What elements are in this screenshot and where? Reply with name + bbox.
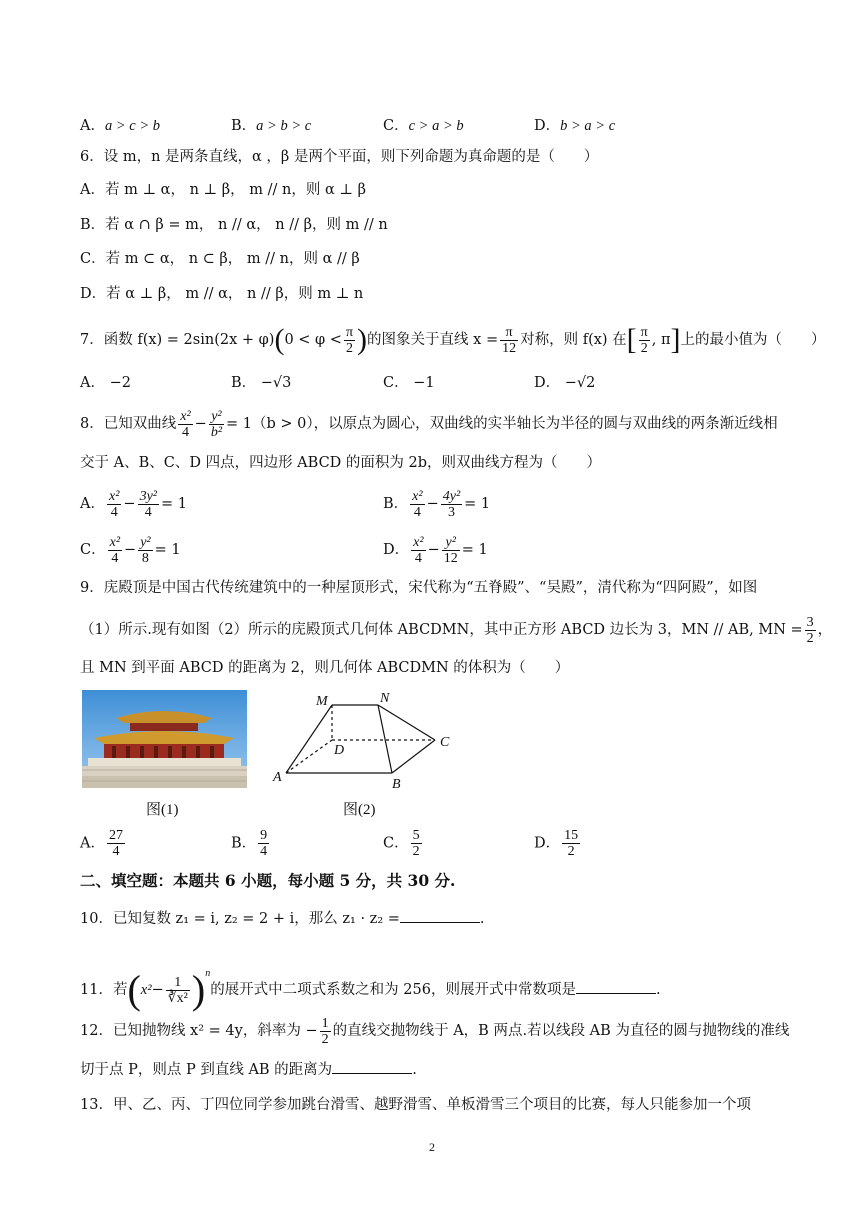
q7-frac-interval: $\frac{\pi}{2}$ <box>640 324 648 356</box>
q7-function: 7．函数 f(x) = 2sin(2x + φ) <box>80 332 275 348</box>
q7-stem: 7．函数 f(x) = 2sin(2x + φ)(0 < φ < $\frac{\pi}{2}$ )的图象关于直线 x = $\frac{\pi}{12}$ 对称，则 f(x) 在[ $\frac{\pi}{2}$ , π]上的最小值为（ ） <box>80 323 826 356</box>
q11-answer-blank <box>576 979 656 994</box>
q12-line2: 切于点 P，则点 P 到直线 AB 的距离为 . <box>80 1059 417 1080</box>
palace-illustration <box>82 690 247 788</box>
q9-stem-line2: （1）所示.现有如图（2）所示的庑殿顶式几何体 ABCDMN，其中正方形 ABCD 边长为 3，MN // AB, MN = $\frac{3}{2}$ ， <box>80 614 833 646</box>
q8-option-b: B． $\frac{\text{x²}}{4}$ − $\frac{\text{4y²}}{3}$ = 1 <box>383 488 491 520</box>
q9-option-c: C． $\frac{5}{2}$ <box>383 828 420 859</box>
q7-frac-pi-12: $\frac{\pi}{12}$ <box>502 324 517 356</box>
q8-stem-line2: 交于 A、B、C、D 四点，四边形 ABCD 的面积为 2b，则双曲线方程为（ ） <box>80 455 602 471</box>
q6-option-b: B．若 α ∩ β = m， n // α， n // β，则 m // n <box>80 217 388 233</box>
label-n: N <box>380 691 390 706</box>
q13-line1: 13．甲、乙、丙、丁四位同学参加跳台滑雪、越野滑雪、单板滑雪三个项目的比赛，每人只能参加一个项 <box>80 1097 751 1113</box>
q9-option-b: B． $\frac{9}{4}$ <box>231 828 268 859</box>
figure2-caption: 图(2) <box>343 802 376 818</box>
q7-option-a: A． −2 <box>80 375 131 391</box>
q8-option-d: D． $\frac{\text{x²}}{4}$ − $\frac{\text{y²}}{12}$ = 1 <box>383 534 488 566</box>
q12-line1: 12．已知抛物线 x² = 4y，斜率为 − $\frac{1}{2}$ 的直线交抛物线于 A，B 两点.若以线段 AB 为直径的圆与抛物线的准线 <box>80 1015 790 1047</box>
q5-option-a: A．a > c > b <box>80 118 160 134</box>
q5-option-c: C．c > a > b <box>383 118 464 134</box>
q7-option-d: D． −√2 <box>534 375 596 391</box>
q7-option-b: B． −√3 <box>231 375 292 391</box>
q9-option-d: D． $\frac{15}{2}$ <box>534 828 579 859</box>
q8-stem: 8．已知双曲线 $\frac{\text{x²}}{4}$ − $\frac{\text{y²}}{\text{b²}}$ = 1（b > 0），以原点为圆心，双曲线的实半轴长为半径的圆与双曲线的两条渐近线相 <box>80 408 778 440</box>
palace-photo <box>82 690 247 788</box>
q5-option-b: B．a > b > c <box>231 118 312 134</box>
q8-option-c: C． $\frac{\text{x²}}{4}$ − $\frac{\text{y²}}{8}$ = 1 <box>80 534 181 566</box>
q6-option-c: C．若 m ⊂ α， n ⊂ β， m // n，则 α // β <box>80 251 360 267</box>
q9-option-a: A． $\frac{27}{4}$ <box>80 828 123 859</box>
q12-answer-blank <box>332 1059 412 1074</box>
label-b: B <box>392 777 401 792</box>
page-number: 2 <box>429 1140 435 1154</box>
label-a: A <box>273 770 282 785</box>
q11: 11．若(x²− $\frac{1}{\text{∛x²}}$ )$^n$的展开式中二项式系数之和为 256，则展开式中常数项是 . <box>80 967 661 1012</box>
q9-stem-line1: 9．庑殿顶是中国古代传统建筑中的一种屋顶形式，宋代称为“五脊殿”、“吴殿”，清代称为“四阿殿”，如图 <box>80 580 758 596</box>
figure1-caption: 图(1) <box>146 802 179 818</box>
hip-roof-solid-diagram <box>270 686 460 796</box>
q6-option-d: D．若 α ⊥ β， m // α， n // β，则 m ⊥ n <box>80 286 364 302</box>
q7-frac-pi-2: $\frac{\pi}{2}$ <box>345 324 354 356</box>
q6-stem: 6．设 m，n 是两条直线，α ，β 是两个平面，则下列命题为真命题的是（ ） <box>80 149 599 165</box>
label-c: C <box>440 735 450 750</box>
label-m: M <box>316 694 328 709</box>
q8-option-a: A． $\frac{\text{x²}}{4}$ − $\frac{\text{3y²}}{4}$ = 1 <box>80 488 187 520</box>
q6-option-a: A．若 m ⊥ α， n ⊥ β， m // n，则 α ⊥ β <box>80 182 366 198</box>
q7-option-c: C． −1 <box>383 375 435 391</box>
q10: 10．已知复数 z₁ = i, z₂ = 2 + i，那么 z₁ · z₂ = . <box>80 908 485 929</box>
q10-answer-blank <box>400 908 480 923</box>
label-d: D <box>334 743 345 758</box>
section-heading-fill-in: 二、填空题：本题共 6 小题，每小题 5 分，共 30 分. <box>80 871 456 890</box>
q5-option-d: D．b > a > c <box>534 118 616 134</box>
q9-stem-line3: 且 MN 到平面 ABCD 的距离为 2，则几何体 ABCDMN 的体积为（ ） <box>80 660 570 676</box>
